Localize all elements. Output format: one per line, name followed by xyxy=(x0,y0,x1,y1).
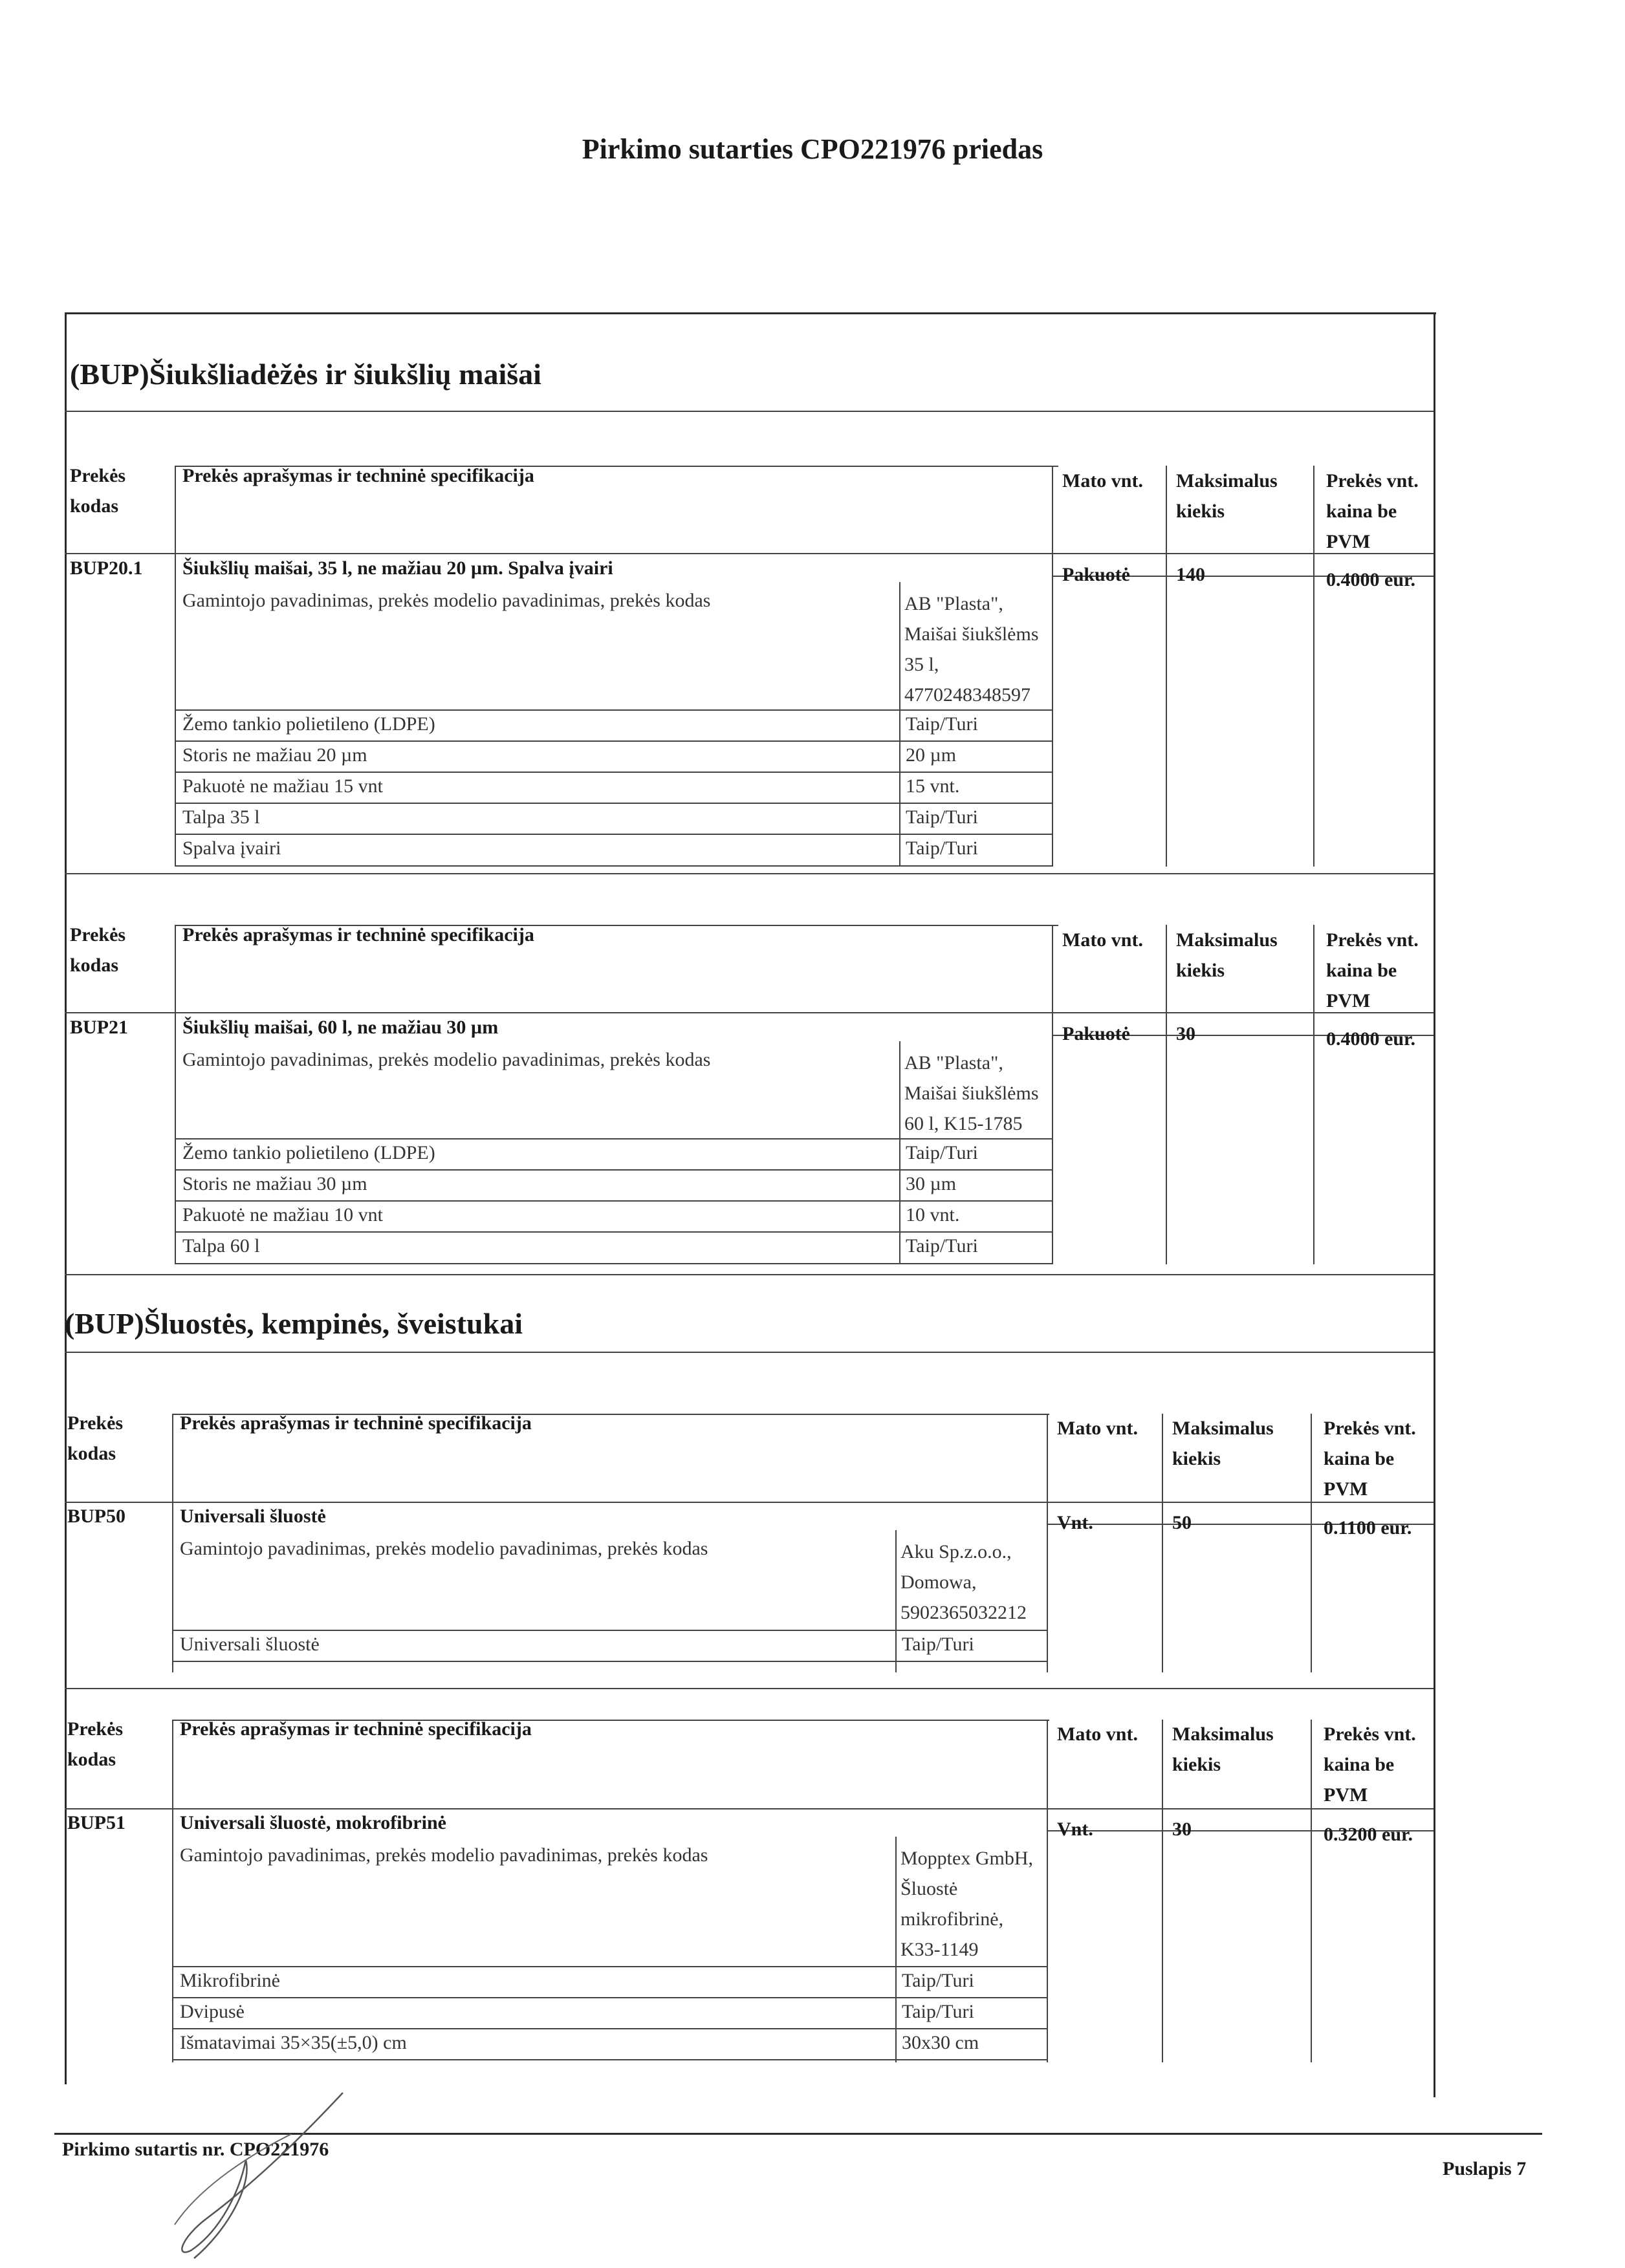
spec-value: Taip/Turi xyxy=(902,1970,974,1991)
spec-value: 20 µm xyxy=(906,744,957,766)
manufacturer-value: Mopptex GmbH, Šluostė mikrofibrinė, K33-1149 xyxy=(900,1848,1033,1960)
footer-contract: Pirkimo sutartis nr. CPO221976 xyxy=(62,2139,329,2160)
item-price: 0.4000 eur. xyxy=(1326,1028,1416,1050)
item-name: Šiukšlių maišai, 60 l, ne mažiau 30 µm xyxy=(182,1017,499,1038)
spec-value: Taip/Turi xyxy=(906,1142,978,1163)
item-qty: 30 xyxy=(1176,1023,1195,1044)
header-code: Prekės kodas xyxy=(70,465,126,517)
header-code: Prekės kodas xyxy=(67,1412,124,1464)
spec-label: Pakuotė ne mažiau 15 vnt xyxy=(182,775,383,797)
header-max: Maksimalus kiekis xyxy=(1176,929,1278,981)
item-price: 0.4000 eur. xyxy=(1326,569,1416,590)
document-title: Pirkimo sutarties CPO221976 priedas xyxy=(582,133,1043,165)
signature-icon xyxy=(155,2089,362,2263)
spec-label: Spalva įvairi xyxy=(182,837,281,859)
spec-value: 15 vnt. xyxy=(906,775,960,797)
spec-label: Pakuotė ne mažiau 10 vnt xyxy=(182,1204,383,1226)
item-qty: 50 xyxy=(1172,1512,1192,1533)
header-price: Prekės vnt. kaina be PVM xyxy=(1324,1418,1416,1500)
spec-value: Taip/Turi xyxy=(906,713,978,735)
header-unit: Mato vnt. xyxy=(1062,929,1143,951)
header-code: Prekės kodas xyxy=(67,1718,124,1770)
spec-value: Taip/Turi xyxy=(902,1634,974,1655)
header-desc: Prekės aprašymas ir techninė specifikacija xyxy=(180,1412,532,1434)
header-desc: Prekės aprašymas ir techninė specifikacija xyxy=(180,1718,532,1740)
spec-label: Žemo tankio polietileno (LDPE) xyxy=(182,713,435,735)
header-max: Maksimalus kiekis xyxy=(1176,470,1278,522)
manufacturer-value: Aku Sp.z.o.o., Domowa, 5902365032212 xyxy=(900,1541,1027,1623)
spec-label: Universali šluostė xyxy=(180,1634,320,1655)
header-code: Prekės kodas xyxy=(70,924,126,976)
header-price: Prekės vnt. kaina be PVM xyxy=(1326,470,1419,552)
item-qty: 140 xyxy=(1176,564,1205,585)
spec-label: Mikrofibrinė xyxy=(180,1970,280,1991)
spec-label: Storis ne mažiau 30 µm xyxy=(182,1173,367,1194)
manufacturer-label: Gamintojo pavadinimas, prekės modelio pavadinimas, prekės kodas xyxy=(182,1049,711,1070)
item-unit: Pakuotė xyxy=(1062,564,1130,585)
manufacturer-label: Gamintojo pavadinimas, prekės modelio pavadinimas, prekės kodas xyxy=(180,1844,708,1866)
header-max: Maksimalus kiekis xyxy=(1172,1418,1274,1469)
header-price: Prekės vnt. kaina be PVM xyxy=(1324,1723,1416,1806)
item-unit: Vnt. xyxy=(1057,1512,1093,1533)
spec-label: Išmatavimai 35×35(±5,0) cm xyxy=(180,2032,407,2053)
spec-value: 30x30 cm xyxy=(902,2032,979,2053)
item-name: Universali šluostė xyxy=(180,1506,326,1527)
section-title: (BUP)Šiukšliadėžės ir šiukšlių maišai xyxy=(70,358,541,391)
item-code: BUP50 xyxy=(67,1506,125,1527)
item-unit: Vnt. xyxy=(1057,1819,1093,1840)
header-desc: Prekės aprašymas ir techninė specifikacija xyxy=(182,465,534,486)
header-desc: Prekės aprašymas ir techninė specifikacija xyxy=(182,924,534,945)
header-unit: Mato vnt. xyxy=(1062,470,1143,491)
spec-value: Taip/Turi xyxy=(906,1235,978,1257)
header-price: Prekės vnt. kaina be PVM xyxy=(1326,929,1419,1011)
manufacturer-value: AB "Plasta", Maišai šiukšlėms 35 l, 4770248348597 xyxy=(904,593,1039,706)
item-name: Universali šluostė, mokrofibrinė xyxy=(180,1812,446,1833)
item-code: BUP21 xyxy=(70,1017,128,1038)
spec-value: 10 vnt. xyxy=(906,1204,960,1226)
item-price: 0.3200 eur. xyxy=(1324,1824,1413,1845)
item-qty: 30 xyxy=(1172,1819,1192,1840)
spec-value: Taip/Turi xyxy=(902,2001,974,2022)
item-unit: Pakuotė xyxy=(1062,1023,1130,1044)
item-code: BUP51 xyxy=(67,1812,125,1833)
spec-label: Dvipusė xyxy=(180,2001,245,2022)
spec-label: Talpa 35 l xyxy=(182,806,260,828)
header-max: Maksimalus kiekis xyxy=(1172,1723,1274,1775)
spec-label: Storis ne mažiau 20 µm xyxy=(182,744,367,766)
manufacturer-label: Gamintojo pavadinimas, prekės modelio pavadinimas, prekės kodas xyxy=(182,590,711,611)
section-title: (BUP)Šluostės, kempinės, šveistukai xyxy=(65,1307,523,1340)
spec-value: Taip/Turi xyxy=(906,806,978,828)
spec-value: Taip/Turi xyxy=(906,837,978,859)
footer-page: Puslapis 7 xyxy=(1443,2158,1527,2179)
item-name: Šiukšlių maišai, 35 l, ne mažiau 20 µm. Spalva įvairi xyxy=(182,557,613,579)
header-unit: Mato vnt. xyxy=(1057,1723,1138,1745)
spec-label: Žemo tankio polietileno (LDPE) xyxy=(182,1142,435,1163)
header-unit: Mato vnt. xyxy=(1057,1418,1138,1439)
item-price: 0.1100 eur. xyxy=(1324,1517,1412,1539)
item-code: BUP20.1 xyxy=(70,557,143,579)
spec-value: 30 µm xyxy=(906,1173,957,1194)
manufacturer-label: Gamintojo pavadinimas, prekės modelio pavadinimas, prekės kodas xyxy=(180,1538,708,1559)
manufacturer-value: AB "Plasta", Maišai šiukšlėms 60 l, K15-1785 xyxy=(904,1052,1039,1134)
spec-label: Talpa 60 l xyxy=(182,1235,260,1257)
